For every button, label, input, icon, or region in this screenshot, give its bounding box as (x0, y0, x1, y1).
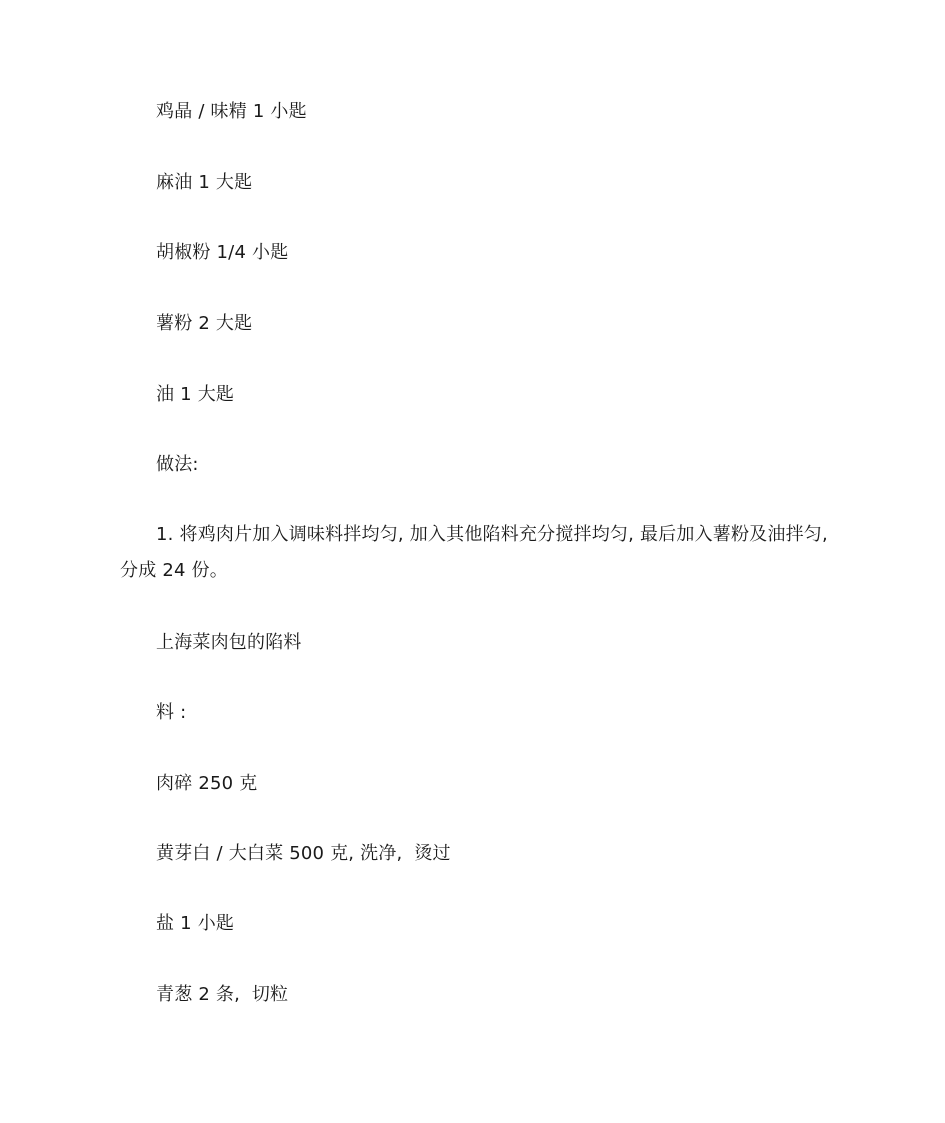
ingredient-line: 盐 1 小匙 (156, 913, 235, 934)
ingredient-line: 油 1 大匙 (156, 384, 235, 405)
ingredient-line: 黄芽白 / 大白菜 500 克, 洗净, 烫过 (156, 843, 451, 864)
ingredients-label: 料 : (156, 702, 187, 723)
method-heading: 做法: (156, 454, 199, 475)
ingredient-line: 薯粉 2 大匙 (156, 313, 253, 334)
section-title: 上海菜肉包的陷料 (156, 632, 302, 653)
ingredient-line: 胡椒粉 1/4 小匙 (156, 242, 289, 263)
ingredient-line: 肉碎 250 克 (156, 773, 258, 794)
ingredient-line: 麻油 1 大匙 (156, 172, 253, 193)
ingredient-line: 青葱 2 条, 切粒 (156, 984, 289, 1005)
method-step-1: 1. 将鸡肉片加入调味料拌均匀, 加入其他陷料充分搅拌均匀, 最后加入薯粉及油拌匀, 分成 24 份。 (120, 524, 828, 581)
ingredient-line: 鸡晶 / 味精 1 小匙 (156, 101, 307, 122)
